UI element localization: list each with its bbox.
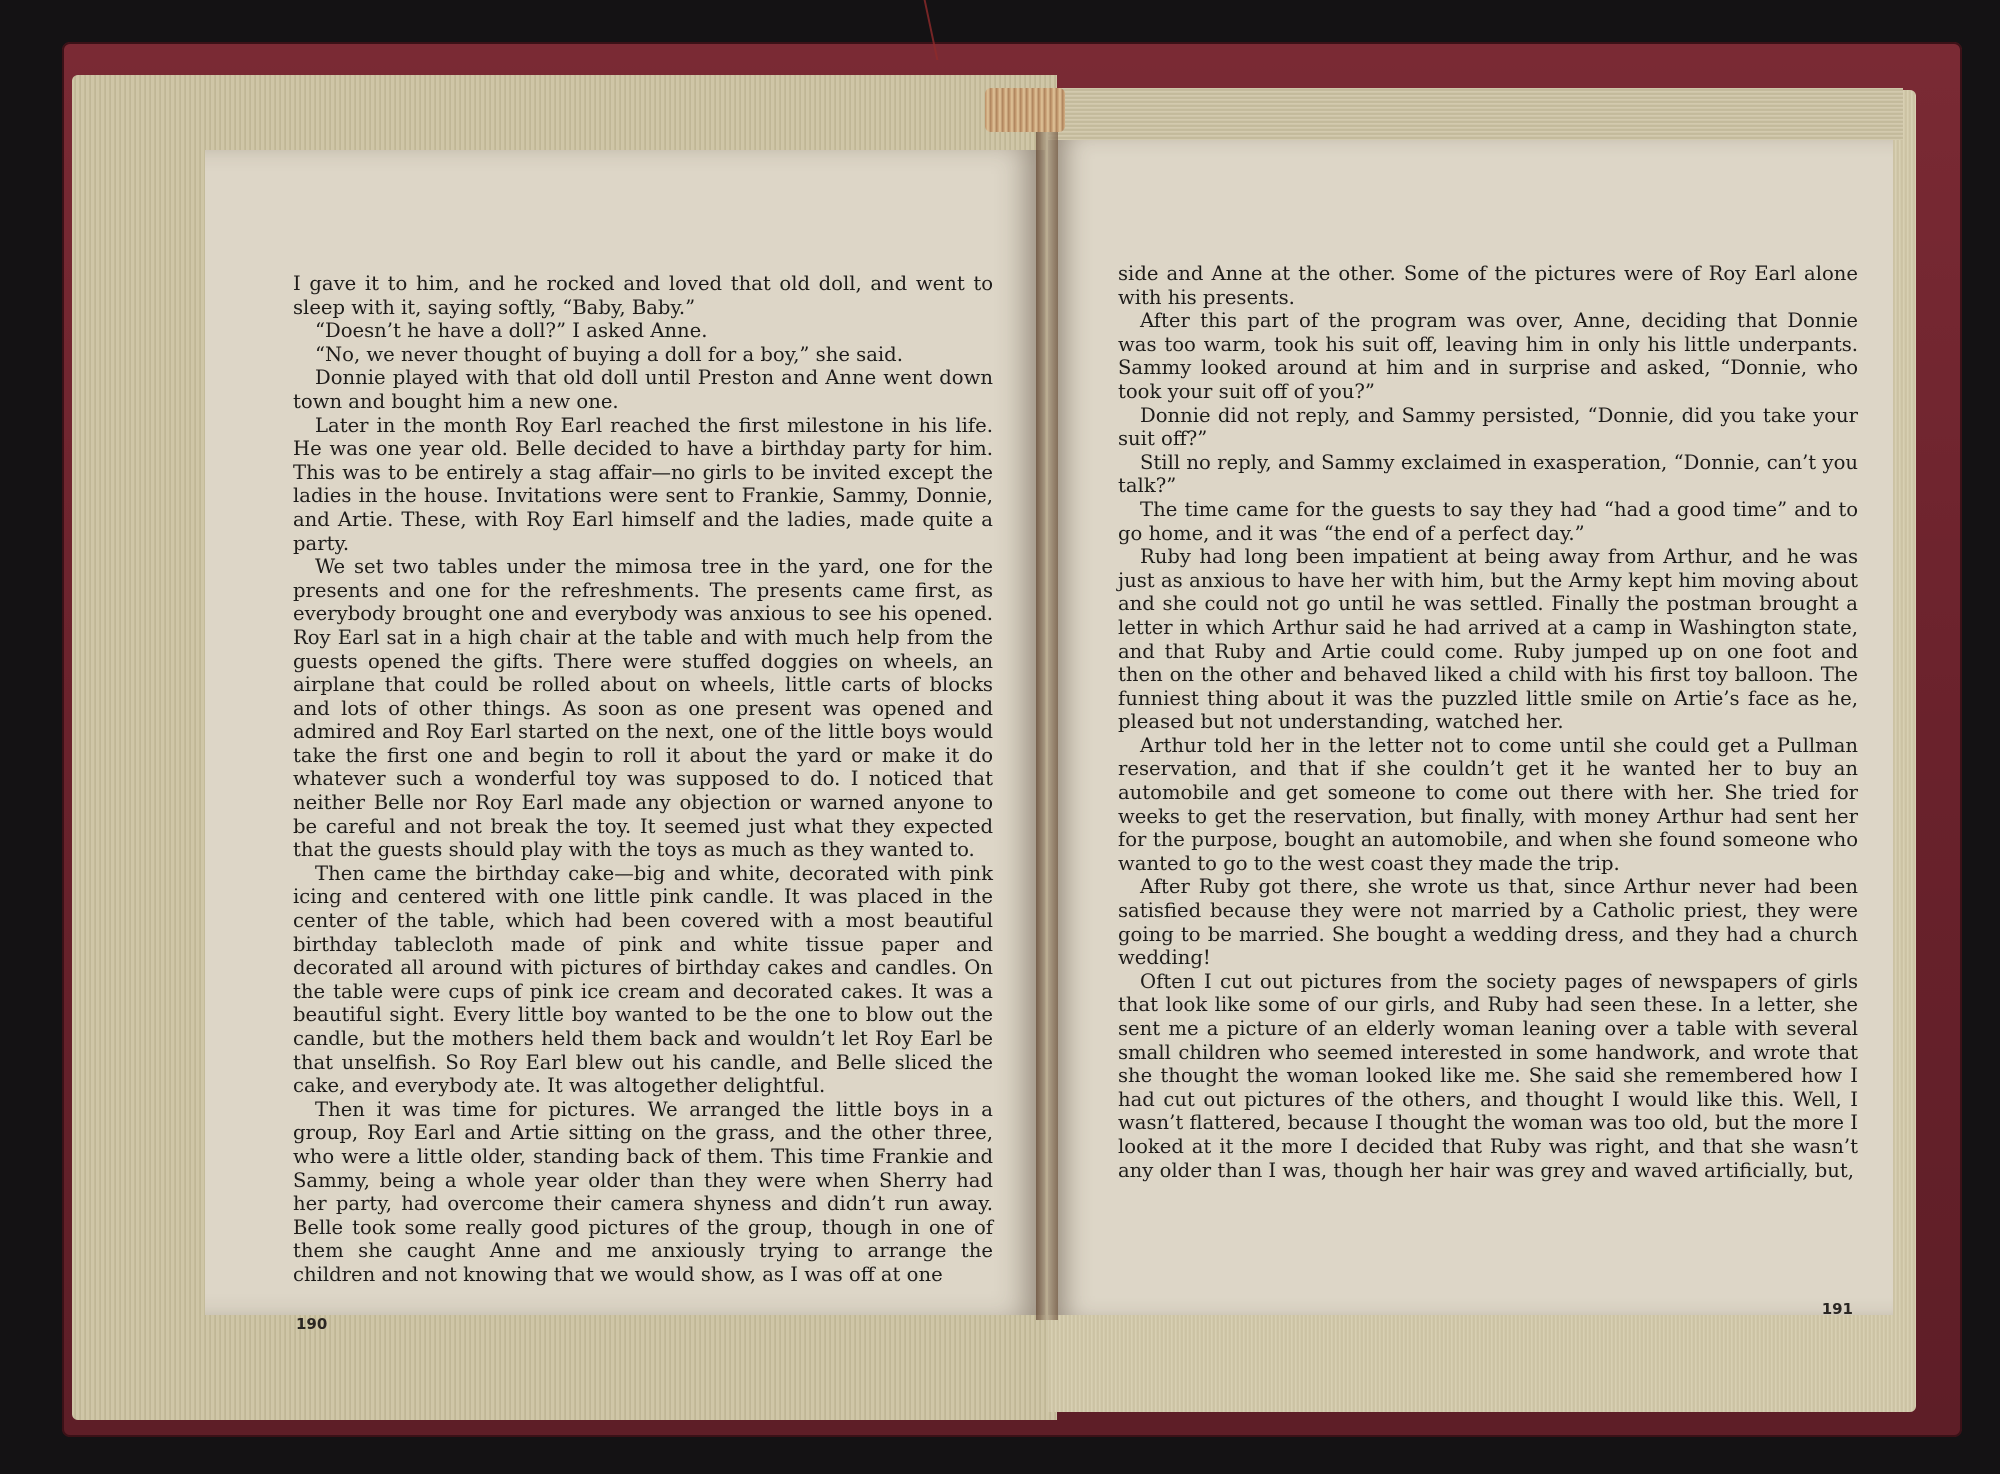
page-edges-top [1048,88,1903,140]
page-number: 190 [296,1315,328,1333]
left-page [205,150,1045,1333]
paragraph: After this part of the program was over, Anne, deciding that Donnie was too warm, took his suit off, leaving him in only his little underpants. Sammy looked around at him and in surprise and asked, “Donnie, who took your suit off of you?” [1118,309,1858,403]
paragraph: We set two tables under the mimosa tree in the yard, one for the presents and one for the refreshments. The presents came first, as everybody brought one and everybody was anxious to see his opened. Roy Earl sat in a high chair at the table and with much help from the guests opened the gifts. There were stuffed doggies on wheels, an airplane that could be rolled about on wheels, little carts of blocks and lots of other things. As soon as one present was opened and admired and Roy Earl started on the next, one of the little boys would take the first one and begin to roll it about the yard or make it do whatever such a wonderful toy was supposed to do. I noticed that neither Belle nor Roy Earl made any objection or warned anyone to be careful and not break the toy. It seemed just what they expected that the guests should play with the toys as much as they wanted to. [293,555,993,862]
right-page-text [1118,262,1858,1182]
paragraph: I gave it to him, and he rocked and loved that old doll, and went to sleep with it, saying softly, “Baby, Baby.” [293,272,993,319]
page-number: 191 [1821,1300,1853,1318]
headband [985,88,1065,132]
paragraph: Later in the month Roy Earl reached the first milestone in his life. He was one year old. Belle decided to have a birthday party for him. This was to be entirely a stag affair—no girls to be invited except the ladies in the house. Invitations were sent to Frankie, Sammy, Donnie, and Artie. These, with Roy Earl himself and the ladies, made quite a party. [293,413,993,555]
paragraph: Arthur told her in the letter not to come until she could get a Pullman reservation, and that if she couldn’t get it he wanted her to buy an automobile and get someone to come out there with her. She tried for weeks to get the reservation, but finally, with money Arthur had sent her for the purpose, bought an automobile, and when she found someone who wanted to go to the west coast they made the trip. [1118,733,1858,875]
right-page [1048,140,1893,1318]
left-page-text [293,272,993,1287]
paragraph: After Ruby got there, she wrote us that, since Arthur never had been satisfied because they were not married by a Catholic priest, they were going to be married. She bought a wedding dress, and they had a church wedding! [1118,875,1858,970]
paragraph: Ruby had long been impatient at being away from Arthur, and he was just as anxious to have her with him, but the Army kept him moving about and she could not go until he was settled. Finally the postman brought a letter in which Arthur said he had arrived at a camp in Washington state, and that Ruby and Artie could come. Ruby jumped up on one foot and then on the other and behaved liked a child with his first toy balloon. The funniest thing about it was the puzzled little smile on Artie’s face as he, pleased but not understanding, watched her. [1118,545,1858,734]
paragraph: The time came for the guests to say they had “had a good time” and to go home, and it was “the end of a perfect day.” [1118,497,1858,545]
paragraph: “No, we never thought of buying a doll for a boy,” she said. [315,342,903,366]
book-gutter [1036,110,1058,1320]
paragraph: Often I cut out pictures from the society pages of newspapers of girls that look like some of our girls, and Ruby had seen these. In a letter, she sent me a picture of an elderly woman leaning over a table with several small children who seemed interested in some handwork, and wrote that she thought the woman looked like me. She said she remembered how I had cut out pictures of the others, and thought I would like this. Well, I wasn’t flattered, because I thought the woman was too old, but the more I looked at it the more I decided that Ruby was right, and that she wasn’t any older than I was, though her hair was grey and waved artificially, but, [1118,969,1858,1182]
paragraph: Then came the birthday cake—big and white, decorated with pink icing and centered with one little pink candle. It was placed in the center of the table, which had been covered with a most beautiful birthday tablecloth made of pink and white tissue paper and decorated all around with pictures of birthday cakes and candles. On the table were cups of pink ice cream and decorated cakes. It was a beautiful sight. Every little boy wanted to be the one to blow out the candle, but the mothers held them back and wouldn’t let Roy Earl be that unselfish. So Roy Earl blew out his candle, and Belle sliced the cake, and everybody ate. It was altogether delightful. [293,861,993,1098]
paragraph: Donnie played with that old doll until Preston and Anne went down town and bought him a new one. [293,366,993,413]
paragraph: Still no reply, and Sammy exclaimed in exasperation, “Donnie, can’t you talk?” [1118,450,1858,498]
paragraph: side and Anne at the other. Some of the pictures were of Roy Earl alone with his presents. [1118,262,1858,309]
paragraph: Donnie did not reply, and Sammy persisted, “Donnie, did you take your suit off?” [1118,403,1858,451]
paragraph: Then it was time for pictures. We arranged the little boys in a group, Roy Earl and Artie sitting on the grass, and the other three, who were a little older, standing back of them. This time Frankie and Sammy, being a whole year older than they were when Sherry had her party, had overcome their camera shyness and didn’t run away. Belle took some really good pictures of the group, though in one of them she caught Anne and me anxiously trying to arrange the children and not knowing that we would show, as I was off at one [293,1097,993,1286]
paragraph: “Doesn’t he have a doll?” I asked Anne. [315,319,708,343]
